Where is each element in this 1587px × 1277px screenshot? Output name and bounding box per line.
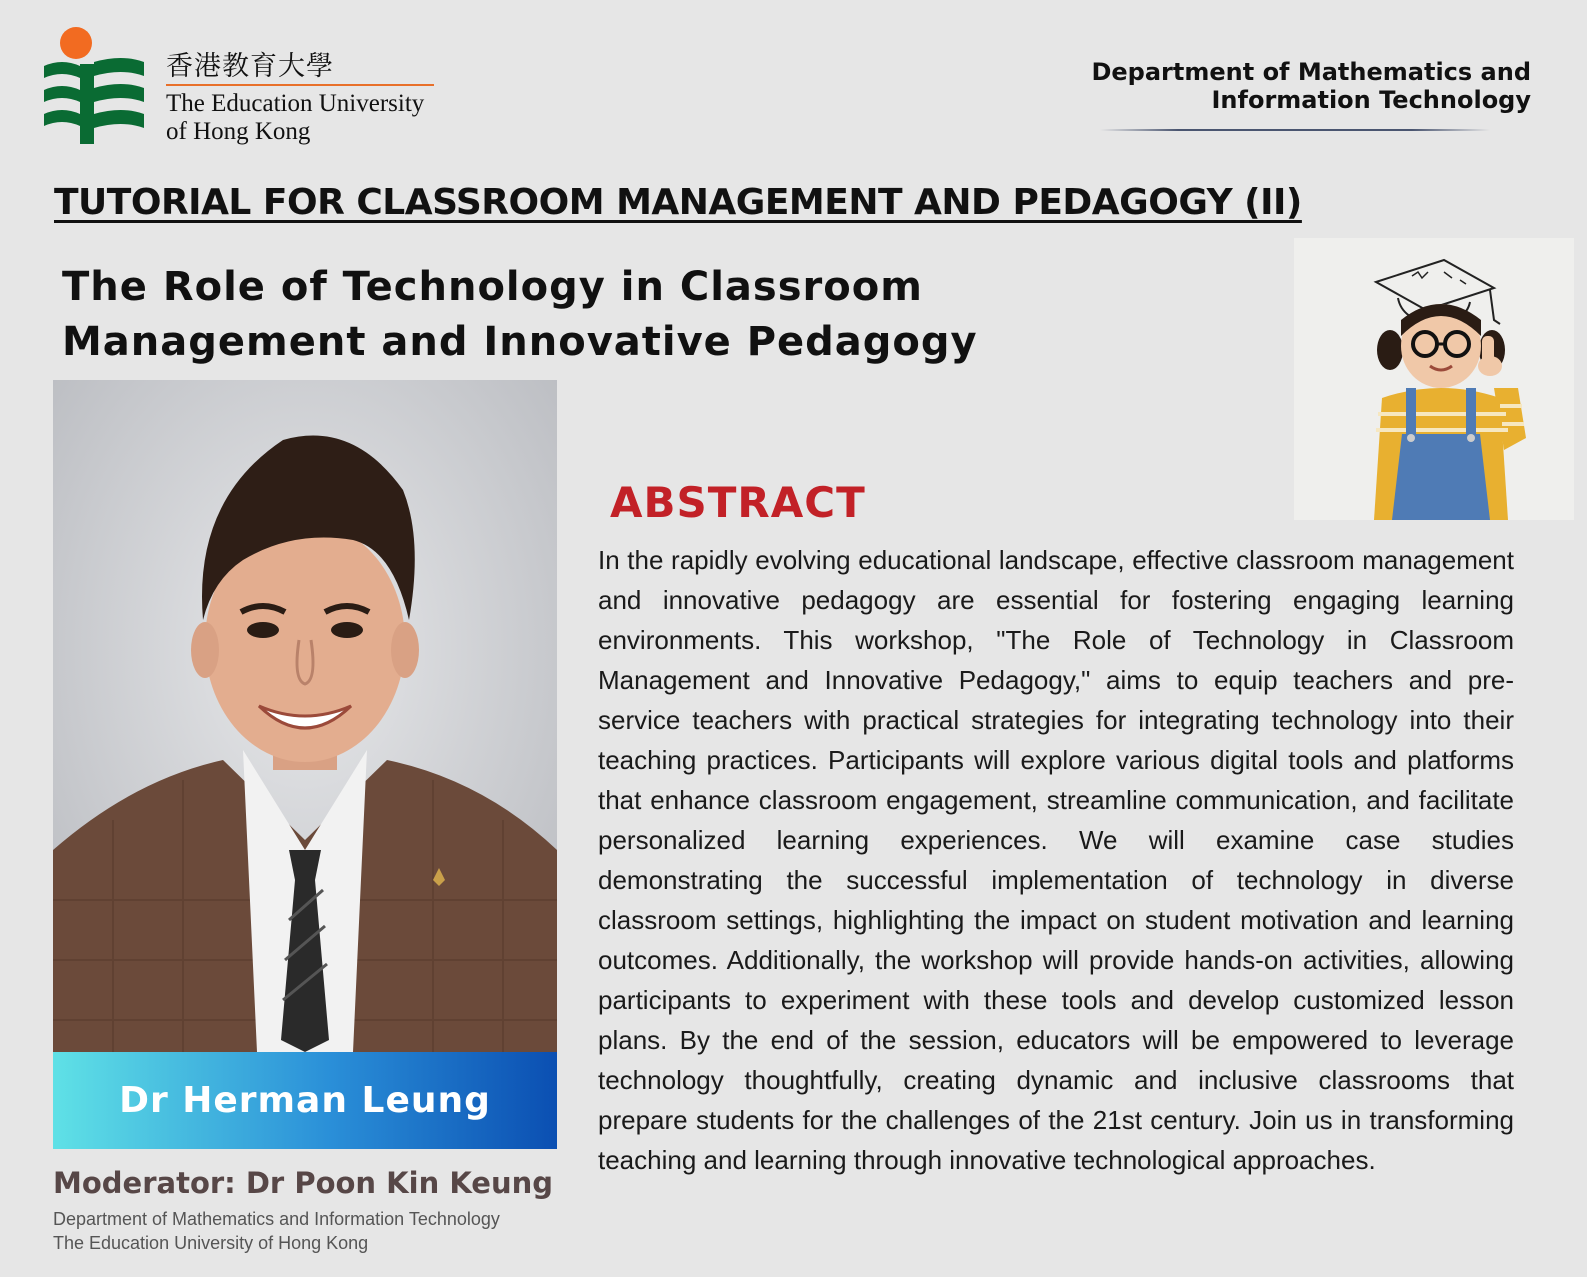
talk-title: [62, 260, 1192, 370]
university-logo: [42, 26, 442, 156]
child-graduate-photo: [1294, 238, 1574, 520]
moderator-affiliation-line2: The Education University of Hong Kong: [53, 1233, 369, 1253]
tutorial-title: TUTORIAL FOR CLASSROOM MANAGEMENT AND PEDAGOGY (II): [54, 182, 1302, 223]
eduhk-logo-icon: [42, 26, 152, 156]
department-divider: [1100, 129, 1490, 131]
talk-title-line2: Management and Innovative Pedagogy: [62, 319, 978, 365]
logo-english-name: [166, 90, 424, 146]
department-name: [1091, 58, 1531, 114]
speaker-name: Dr Herman Leung: [119, 1080, 491, 1121]
moderator-affiliation-line1: Department of Mathematics and Information Technology: [53, 1209, 500, 1229]
moderator-affiliation: [53, 1207, 500, 1255]
speaker-name-banner: [53, 1052, 557, 1149]
department-line2: Information Technology: [1211, 86, 1531, 114]
moderator-label: Moderator: Dr Poon Kin Keung: [53, 1166, 554, 1200]
speaker-photo: [53, 380, 557, 1052]
abstract-body: In the rapidly evolving educational landscape, effective classroom management and innovative pedagogy are essential for fostering engaging learning environments. This workshop, "The Role of Technology in Classroom Management and Innovative Pedagogy," aims to equip teachers and pre-service teachers with practical strategies for integrating technology into their teaching practices. Participants will explore various digital tools and platforms that enhance classroom engagement, streamline communication, and facilitate personalized learning experiences. We will examine case studies demonstrating the successful implementation of technology in diverse classroom settings, highlighting the impact on student motivation and learning outcomes. Additionally, the workshop will provide hands-on activities, allowing participants to experiment with these tools and develop customized lesson plans. By the end of the session, educators will be empowered to leverage technology thoughtfully, creating dynamic and inclusive classrooms that prepare students for the challenges of the 21st century. Join us in transforming teaching and learning through innovative technological approaches.: [598, 545, 1514, 1175]
department-line1: Department of Mathematics and: [1091, 58, 1531, 86]
logo-english-line2: of Hong Kong: [166, 118, 311, 145]
logo-english-line1: The Education University: [166, 90, 425, 117]
logo-chinese-name: 香港教育大學: [166, 51, 334, 82]
abstract-heading: ABSTRACT: [610, 478, 866, 527]
logo-divider: [166, 84, 434, 86]
talk-title-line1: The Role of Technology in Classroom: [62, 264, 923, 310]
